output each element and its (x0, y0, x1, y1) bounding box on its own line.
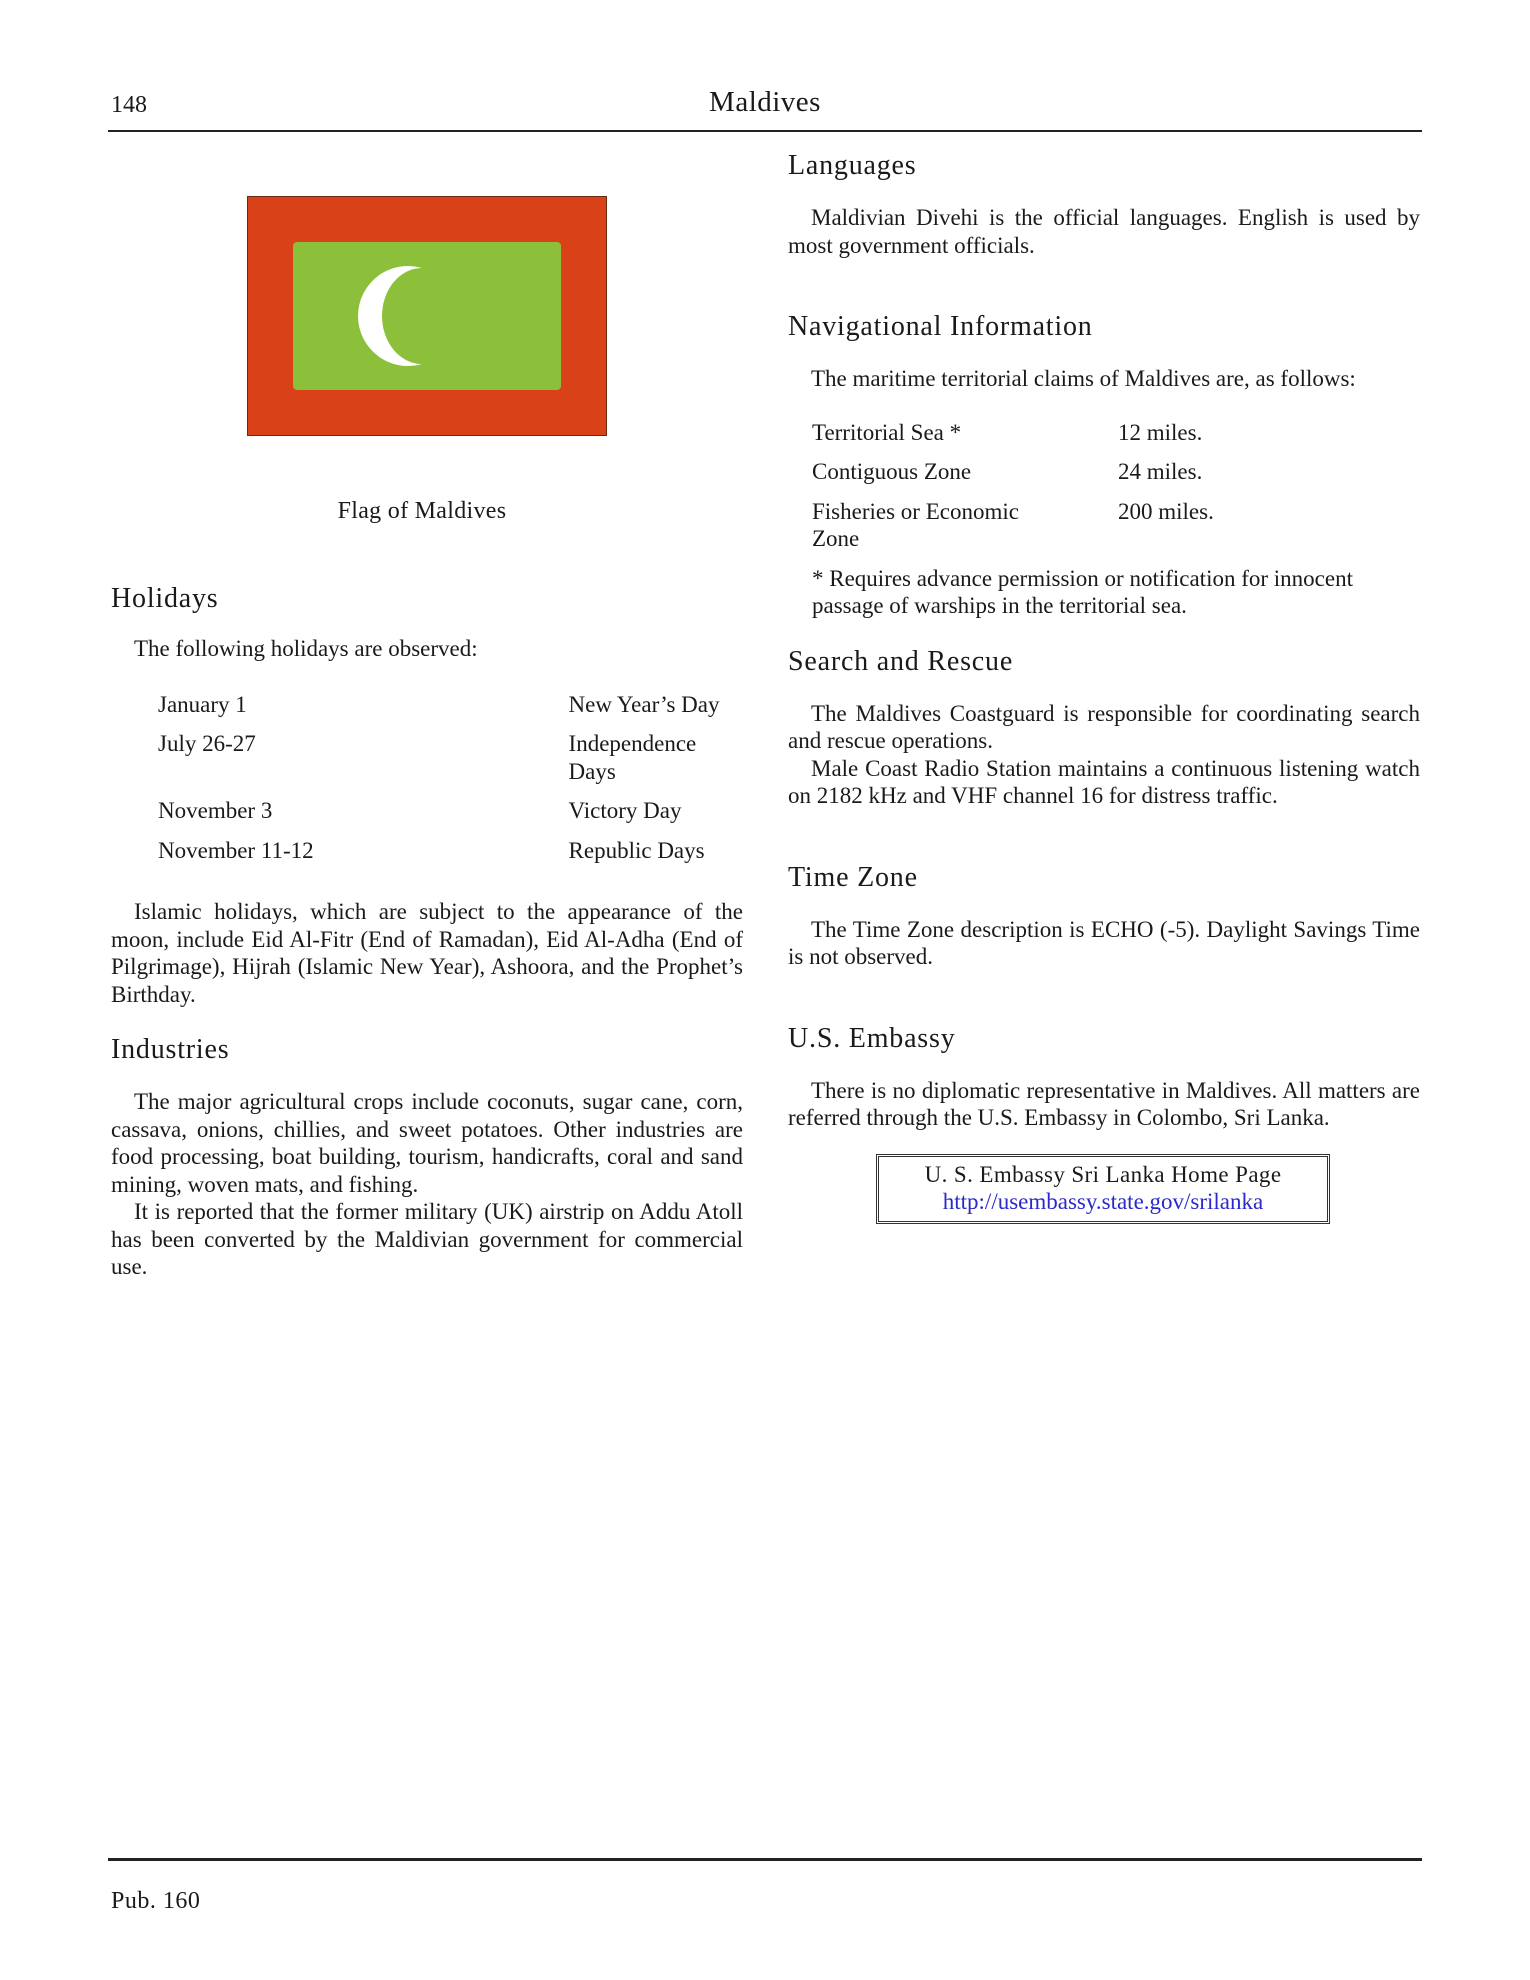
holiday-name: New Year’s Day (568, 691, 720, 717)
embassy-link-box (876, 1154, 1330, 1224)
maldives-flag-image (247, 196, 607, 436)
top-rule (108, 130, 1422, 132)
navigation-footnote: * Requires advance permission or notification for innocent passage of warships in the territorial sea. (812, 565, 1353, 618)
table-row (812, 498, 1420, 565)
industries-heading: Industries (111, 1034, 230, 1065)
industries-paragraph-2: It is reported that the former military (UK) airstrip on Addu Atoll has been converted by the Maldivian government for commercial use. (111, 1199, 743, 1279)
holiday-name: Independence Days (568, 731, 697, 784)
holiday-name: Victory Day (568, 798, 682, 823)
embassy-link-title: U. S. Embassy Sri Lanka Home Page (924, 1161, 1282, 1187)
table-row (158, 837, 743, 877)
holiday-date: July 26-27 (158, 731, 256, 756)
zone-limit: 12 miles. (1118, 419, 1203, 445)
holiday-name: Republic Days (568, 837, 705, 863)
table-row (158, 730, 743, 797)
right-column (788, 140, 1420, 1224)
languages-heading: Languages (788, 150, 917, 181)
search-rescue-paragraph-2: Male Coast Radio Station maintains a continuous listening watch on 2182 kHz and VHF channel 16 for distress traffic. (788, 755, 1420, 808)
industries-paragraph-1: The major agricultural crops include coconuts, sugar cane, corn, cassava, onions, chillies, and sweet potatoes. Other industries are food processing, boat building, tourism, handicrafts, coral and sand mining, woven mats, and fishing. (111, 1089, 743, 1197)
search-rescue-heading: Search and Rescue (788, 645, 1014, 677)
zone-name: Fisheries or Economic Zone (812, 498, 1019, 551)
navigation-heading: Navigational Information (788, 311, 1093, 342)
navigation-intro: The maritime territorial claims of Maldives are, as follows: (811, 366, 1356, 391)
holidays-intro: The following holidays are observed: (134, 636, 478, 661)
languages-paragraph: Maldivian Divehi is the official languages. English is used by most government officials. (788, 205, 1420, 258)
flag-caption: Flag of Maldives (337, 498, 507, 524)
table-row (158, 691, 743, 731)
page-number: 148 (111, 92, 147, 118)
holiday-date: November 3 (158, 798, 273, 823)
table-row (158, 797, 743, 837)
embassy-link-url[interactable]: http://usembassy.state.gov/srilanka (942, 1188, 1264, 1214)
holiday-date: January 1 (158, 691, 247, 717)
time-zone-paragraph: The Time Zone description is ECHO (-5). Daylight Savings Time is not observed. (788, 916, 1420, 969)
zone-limit: 200 miles. (1118, 498, 1214, 524)
holiday-date: November 11-12 (158, 837, 314, 863)
bottom-rule (108, 1858, 1422, 1861)
islamic-holidays-paragraph: Islamic holidays, which are subject to the appearance of the moon, include Eid Al-Fitr (End of Ramadan), Eid Al-Adha (End of Pilgrimage), Hijrah (Islamic New Year), Ashoora, and the Prophet’s Birthday. (111, 899, 743, 1007)
table-row (812, 419, 1420, 459)
search-rescue-paragraph-1: The Maldives Coastguard is responsible for coordinating search and rescue operations. (788, 700, 1420, 753)
embassy-heading: U.S. Embassy (788, 1022, 956, 1054)
left-column (111, 140, 743, 1281)
footer-publication: Pub. 160 (111, 1888, 201, 1914)
zone-name: Contiguous Zone (812, 459, 972, 484)
holidays-heading: Holidays (111, 583, 219, 614)
table-row (812, 458, 1420, 498)
zone-name: Territorial Sea * (812, 419, 962, 445)
holidays-table (158, 691, 743, 877)
flag-figure (111, 196, 743, 446)
maritime-claims-table (812, 419, 1420, 565)
zone-limit: 24 miles. (1118, 459, 1203, 484)
time-zone-heading: Time Zone (788, 861, 918, 893)
embassy-paragraph: There is no diplomatic representative in Maldives. All matters are referred through the U.S. Embassy in Colombo, Sri Lanka. (788, 1077, 1420, 1130)
running-title: Maldives (709, 86, 821, 118)
